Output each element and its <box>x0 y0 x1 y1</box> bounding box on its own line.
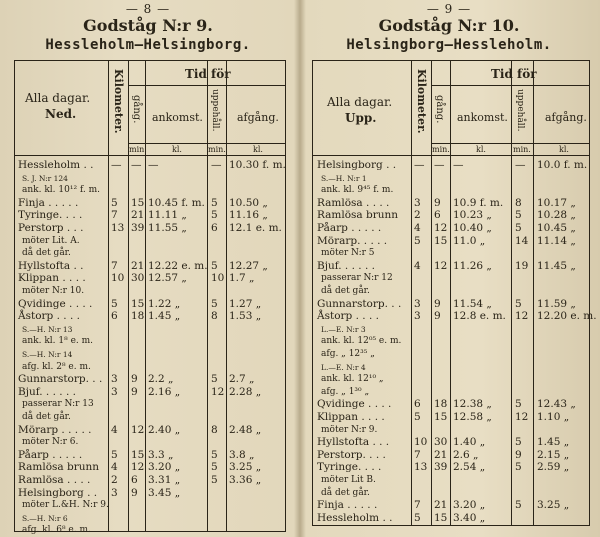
afgang-cell: 11.59 „ <box>537 297 576 310</box>
ankomst-cell: 2.6 „ <box>453 448 479 461</box>
gang-cell: 15 <box>434 411 448 423</box>
uppehall-cell: 12 <box>211 385 225 398</box>
afgang-cell: 1.53 „ <box>229 310 262 323</box>
page-number: — 8 — <box>125 2 171 16</box>
station-cell: möter Lit. A. <box>22 235 80 246</box>
afgang-cell: 3.8 „ <box>229 448 255 461</box>
table-row <box>313 335 589 348</box>
table-row <box>15 449 285 462</box>
ankomst-cell: 12.38 „ <box>453 398 492 411</box>
table-row <box>15 487 285 500</box>
afgang-cell: 10.17 „ <box>537 196 576 209</box>
km-cell: 13 <box>414 461 428 474</box>
ankomst-cell: 3.45 „ <box>148 486 181 499</box>
table-row <box>313 159 589 172</box>
station-cell: passerar N:r 13 <box>22 399 94 410</box>
km-cell: 13 <box>111 222 125 234</box>
afgang-cell: 2.15 „ <box>537 448 570 461</box>
table-row <box>15 260 285 273</box>
header-kl1: kl. <box>172 145 182 154</box>
header-km: Kilometer. <box>415 69 428 134</box>
ankomst-cell: 12.8 e. m. <box>453 310 506 323</box>
gang-cell: 15 <box>131 297 145 310</box>
uppehall-cell: 5 <box>211 461 218 474</box>
gang-cell: 18 <box>131 310 145 323</box>
ankomst-cell: 12.22 e. m. <box>148 259 208 272</box>
ankomst-cell: 2.2 „ <box>148 373 174 386</box>
km-cell: 4 <box>414 222 421 234</box>
gang-cell: 21 <box>131 259 145 272</box>
gang-cell: 21 <box>131 209 145 222</box>
table-row <box>15 411 285 424</box>
gang-cell: 9 <box>131 373 138 386</box>
table-row <box>313 348 589 361</box>
station-cell: Åstorp . . . . <box>18 310 80 323</box>
afgang-cell: 1.7 „ <box>229 272 255 285</box>
station-cell: möter N:r 6. <box>22 437 79 448</box>
ankomst-cell: 11.55 „ <box>148 222 187 234</box>
gang-cell: 21 <box>434 499 448 512</box>
station-cell: S.—H. N:r 14 <box>22 350 73 359</box>
gang-cell: 12 <box>434 259 448 272</box>
afgang-cell: 2.28 „ <box>229 385 262 398</box>
table-row <box>15 298 285 311</box>
station-cell: Qvidinge . . . . <box>18 297 93 310</box>
table-row <box>313 487 589 500</box>
km-cell: — <box>111 159 122 171</box>
uppehall-cell: 12 <box>515 411 529 423</box>
header-min2: min. <box>208 145 226 154</box>
afgang-cell: 2.48 „ <box>229 423 262 436</box>
station-cell: Bjuf. . . . . . <box>317 259 375 272</box>
train-title: Godståg N:r 10. <box>378 16 520 35</box>
km-cell: 5 <box>111 448 118 461</box>
ankomst-cell: 12.58 „ <box>453 411 492 423</box>
ankomst-cell: 10.23 „ <box>453 209 492 222</box>
gang-cell: 15 <box>434 234 448 247</box>
table-row <box>313 373 589 386</box>
uppehall-cell: 8 <box>515 196 522 209</box>
table-row <box>15 247 285 260</box>
uppehall-cell: 5 <box>211 373 218 386</box>
table-row <box>15 386 285 399</box>
header-gang: gång. <box>434 95 445 124</box>
uppehall-cell: 10 <box>211 272 225 285</box>
header-direction: Upp. <box>345 111 377 125</box>
km-cell: 4 <box>414 259 421 272</box>
table-row <box>15 524 285 537</box>
gang-cell: 6 <box>434 209 441 222</box>
uppehall-cell: 12 <box>515 310 529 323</box>
header-gang: gång. <box>131 95 142 124</box>
table-row <box>313 449 589 462</box>
station-cell: S. J. N:r 124 <box>22 173 68 183</box>
gang-cell: 12 <box>131 461 145 474</box>
afgang-cell: 1.10 „ <box>537 411 570 423</box>
ankomst-cell: 2.40 „ <box>148 423 181 436</box>
gang-cell: 15 <box>434 511 448 524</box>
station-cell: då det går. <box>321 286 370 296</box>
station-cell: då det går. <box>22 412 71 422</box>
uppehall-cell: 9 <box>515 448 522 461</box>
table-row <box>15 285 285 298</box>
afgang-cell: 10.45 „ <box>537 222 576 234</box>
afgang-cell: 12.43 „ <box>537 398 576 411</box>
km-cell: 7 <box>414 448 421 461</box>
afgang-cell: 12.1 e. m. <box>229 222 282 234</box>
table-row <box>313 235 589 248</box>
station-cell: S.—H. N:r 1 <box>321 173 367 183</box>
uppehall-cell: 19 <box>515 259 529 272</box>
ankomst-cell: 2.54 „ <box>453 461 486 474</box>
km-cell: 3 <box>111 385 118 398</box>
station-cell: Klippan . . . . <box>18 272 86 285</box>
station-cell: Gunnarstorp. . . <box>18 373 103 386</box>
table-row <box>15 209 285 222</box>
table-row <box>313 398 589 411</box>
station-cell: afg. kl. 6⁸ e. m. <box>22 525 91 536</box>
uppehall-cell: 5 <box>211 209 218 222</box>
gang-cell: 6 <box>131 474 138 486</box>
station-cell: Perstorp. . . . <box>317 448 386 461</box>
uppehall-cell: 8 <box>211 423 218 436</box>
ankomst-cell: 3.20 „ <box>453 499 486 512</box>
ankomst-cell: 3.40 „ <box>453 511 486 524</box>
table-row <box>15 197 285 210</box>
km-cell: 10 <box>111 272 125 285</box>
table-row <box>313 386 589 399</box>
ankomst-cell: 11.0 „ <box>453 234 486 247</box>
station-cell: Qvidinge . . . . <box>317 398 392 411</box>
uppehall-cell: 14 <box>515 234 529 247</box>
station-cell: L.—E. N:r 3 <box>321 324 366 334</box>
station-cell: Finja . . . . . <box>317 499 378 512</box>
table-row <box>313 323 589 336</box>
gang-cell: 39 <box>434 461 448 474</box>
ankomst-cell: 12.57 „ <box>148 272 187 285</box>
uppehall-cell: 5 <box>211 196 218 209</box>
table-row <box>313 461 589 474</box>
ankomst-cell: 3.31 „ <box>148 474 181 486</box>
route-title: Hessleholm—Helsingborg. <box>45 37 251 53</box>
header-min1: min. <box>129 145 147 154</box>
station-cell: afg. „ 12³⁵ „ <box>321 349 375 359</box>
table-row <box>15 184 285 197</box>
header-direction: Ned. <box>45 107 77 121</box>
header-kl1: kl. <box>476 145 486 154</box>
km-cell: 3 <box>414 297 421 310</box>
gang-cell: 30 <box>434 436 448 449</box>
header-kl2: kl. <box>559 145 569 154</box>
gang-cell: 9 <box>131 385 138 398</box>
timetable <box>14 60 286 536</box>
afgang-cell: 1.27 „ <box>229 297 262 310</box>
uppehall-cell: 5 <box>515 297 522 310</box>
afgang-cell: 2.59 „ <box>537 461 570 474</box>
station-cell: Helsingborg . . <box>18 486 98 499</box>
gang-cell: 12 <box>434 222 448 234</box>
station-cell: ank. kl. 1⁸ e. m. <box>22 336 94 347</box>
left-page <box>6 0 290 537</box>
header-uppehall: uppehåll. <box>515 89 525 132</box>
table-row <box>313 474 589 487</box>
station-cell: Hessleholm . . <box>18 159 94 171</box>
km-cell: 5 <box>111 297 118 310</box>
gang-cell: 30 <box>131 272 145 285</box>
station-cell: Åstorp . . . . <box>317 310 379 323</box>
km-cell: 5 <box>414 411 421 423</box>
table-row <box>313 436 589 449</box>
km-cell: 7 <box>111 259 118 272</box>
station-cell: S.—H. N:r 6 <box>22 513 68 523</box>
gang-cell: 21 <box>434 448 448 461</box>
ankomst-cell: 1.40 „ <box>453 436 486 449</box>
station-cell: Hyllstofta . . <box>18 259 84 272</box>
uppehall-cell: — <box>515 159 526 171</box>
km-cell: 5 <box>111 196 118 209</box>
km-cell: 2 <box>414 209 421 222</box>
station-cell: Perstorp . . . <box>18 222 84 234</box>
station-cell: afg. kl. 2⁸ e. m. <box>22 361 91 372</box>
afgang-cell: 1.45 „ <box>537 436 570 449</box>
km-cell: 3 <box>414 310 421 323</box>
afgang-cell: 3.36 „ <box>229 474 262 486</box>
km-cell: 7 <box>414 499 421 512</box>
table-row <box>15 436 285 449</box>
afgang-cell: 10.0 f. m. <box>537 159 588 171</box>
station-cell: Tyringe. . . . <box>18 209 83 222</box>
table-row <box>313 499 589 512</box>
ankomst-cell: 10.9 f. m. <box>453 196 504 209</box>
table-row <box>313 285 589 298</box>
station-cell: ank. kl. 12¹⁰ „ <box>321 374 384 385</box>
header-min1: min. <box>432 145 450 154</box>
table-row <box>313 310 597 323</box>
afgang-cell: 11.16 „ <box>229 209 268 222</box>
table-row <box>15 222 285 235</box>
uppehall-cell: 5 <box>515 398 522 411</box>
gang-cell: 18 <box>434 398 448 411</box>
table-row <box>15 159 285 172</box>
page-number: — 9 — <box>426 2 472 16</box>
km-cell: 3 <box>111 486 118 499</box>
ankomst-cell: 11.26 „ <box>453 259 492 272</box>
uppehall-cell: 5 <box>211 474 218 486</box>
station-cell: Finja . . . . . <box>18 196 79 209</box>
gang-cell: — <box>434 159 445 171</box>
station-cell: Klippan . . . . <box>317 411 385 423</box>
header-km: Kilometer. <box>112 69 125 134</box>
station-cell: S.—H. N:r 13 <box>22 324 73 334</box>
uppehall-cell: 8 <box>211 310 218 323</box>
table-row <box>15 235 285 248</box>
uppehall-cell: 5 <box>515 499 522 512</box>
station-cell: L.—E. N:r 4 <box>321 362 366 372</box>
table-row <box>15 373 285 386</box>
table-row <box>313 209 589 222</box>
station-cell: Ramlösa . . . . <box>18 474 91 486</box>
station-cell: då det går. <box>321 487 370 498</box>
station-cell: Mörarp . . . . . <box>18 423 92 436</box>
header-afgang: afgång. <box>545 111 587 124</box>
table-row <box>313 184 589 197</box>
table-row <box>313 411 589 424</box>
ankomst-cell: 10.45 f. m. <box>148 196 205 209</box>
station-cell: Bjuf. . . . . . <box>18 385 76 398</box>
afgang-cell: 12.27 „ <box>229 259 268 272</box>
header-ankomst: ankomst. <box>457 111 508 124</box>
header-time: Tid för <box>491 67 537 81</box>
km-cell: 4 <box>111 423 118 436</box>
ankomst-cell: 10.40 „ <box>453 222 492 234</box>
station-cell: Mörarp. . . . . <box>317 234 388 247</box>
gang-cell: 12 <box>131 423 145 436</box>
table-row <box>15 424 285 437</box>
table-row <box>313 197 589 210</box>
table-row <box>15 474 285 487</box>
station-cell: Ramlösa brunn <box>18 461 100 474</box>
header-days: Alla dagar. <box>25 91 91 105</box>
header-days: Alla dagar. <box>327 95 393 109</box>
afgang-cell: 10.30 f. m. <box>229 159 286 171</box>
uppehall-cell: 5 <box>515 222 522 234</box>
header-afgang: afgång. <box>237 111 279 124</box>
table-row <box>15 461 285 474</box>
station-cell: Ramlösa brunn <box>317 209 399 222</box>
km-cell: 6 <box>111 310 118 323</box>
station-cell: Ramlösa . . . . <box>317 196 390 209</box>
table-row <box>15 335 285 348</box>
ankomst-cell: 3.3 „ <box>148 448 174 461</box>
km-cell: 6 <box>414 398 421 411</box>
km-cell: 4 <box>111 461 118 474</box>
gang-cell: — <box>131 159 142 171</box>
km-cell: 5 <box>414 511 421 524</box>
uppehall-cell: 5 <box>515 209 522 222</box>
afgang-cell: 10.50 „ <box>229 196 268 209</box>
header-min2: min. <box>513 145 531 154</box>
table-row <box>15 499 285 512</box>
station-cell: Tyringe. . . . <box>317 461 382 474</box>
timetable <box>312 60 597 526</box>
header-ankomst: ankomst. <box>152 111 203 124</box>
gang-cell: 9 <box>434 196 441 209</box>
table-row <box>313 247 589 260</box>
ankomst-cell: 11.54 „ <box>453 297 492 310</box>
header-kl2: kl. <box>253 145 263 154</box>
ankomst-cell: — <box>453 159 464 171</box>
ankomst-cell: — <box>148 159 159 171</box>
station-cell: möter N:r 10. <box>22 286 85 296</box>
station-cell: Hyllstofta . . . <box>317 436 390 449</box>
afgang-cell: 3.25 „ <box>537 499 570 512</box>
uppehall-cell: — <box>211 159 222 171</box>
ankomst-cell: 11.11 „ <box>148 209 187 222</box>
km-cell: — <box>414 159 425 171</box>
right-page <box>304 0 597 537</box>
station-cell: Påarp . . . . . <box>317 222 382 234</box>
gang-cell: 15 <box>131 448 145 461</box>
station-cell: ank. kl. 10¹² f. m. <box>22 185 101 196</box>
table-row <box>313 172 589 185</box>
afgang-cell: 3.25 „ <box>229 461 262 474</box>
km-cell: 3 <box>111 373 118 386</box>
station-cell: då det går. <box>22 248 71 259</box>
gang-cell: 15 <box>131 196 145 209</box>
table-row <box>15 172 285 185</box>
uppehall-cell: 5 <box>515 436 522 449</box>
gang-cell: 39 <box>131 222 145 234</box>
table-row <box>313 361 589 374</box>
table-row <box>313 222 589 235</box>
station-cell: ank. kl. 12⁰⁵ e. m. <box>321 336 402 347</box>
table-row <box>313 424 589 437</box>
gang-cell: 9 <box>131 486 138 499</box>
km-cell: 3 <box>414 196 421 209</box>
uppehall-cell: 6 <box>211 222 218 234</box>
km-cell: 10 <box>414 436 428 449</box>
ankomst-cell: 1.45 „ <box>148 310 181 323</box>
station-cell: Påarp . . . . . <box>18 448 83 461</box>
table-row <box>15 323 285 336</box>
uppehall-cell: 5 <box>211 259 218 272</box>
ankomst-cell: 1.22 „ <box>148 297 181 310</box>
table-row <box>313 298 589 311</box>
uppehall-cell: 5 <box>515 461 522 474</box>
uppehall-cell: 5 <box>211 448 218 461</box>
header-time: Tid för <box>185 67 231 81</box>
gang-cell: 9 <box>434 310 441 323</box>
table-row <box>313 260 589 273</box>
station-cell: möter Lit B. <box>321 475 376 485</box>
table-row <box>15 348 285 361</box>
km-cell: 5 <box>414 234 421 247</box>
afgang-cell: 10.28 „ <box>537 209 576 222</box>
station-cell: passerar N:r 12 <box>321 273 393 284</box>
station-cell: ank. kl. 9⁴⁵ f. m. <box>321 185 394 196</box>
station-cell: möter L.&H. N:r 9. <box>22 500 109 511</box>
header-uppehall: uppehåll. <box>210 89 220 132</box>
km-cell: 7 <box>111 209 118 222</box>
km-cell: 2 <box>111 474 118 486</box>
afgang-cell: 2.7 „ <box>229 373 255 386</box>
table-row <box>15 398 285 411</box>
gang-cell: 9 <box>434 297 441 310</box>
afgang-cell: 12.20 e. m. <box>537 310 597 323</box>
station-cell: möter N:r 9. <box>321 424 378 435</box>
station-cell: afg. „ 1³⁰ „ <box>321 386 370 397</box>
station-cell: Helsingborg . . <box>317 159 397 171</box>
table-row <box>15 361 285 374</box>
table-row <box>313 272 589 285</box>
station-cell: Gunnarstorp. . . <box>317 297 402 310</box>
station-cell: Hessleholm . . <box>317 511 393 524</box>
table-row <box>15 272 285 285</box>
ankomst-cell: 3.20 „ <box>148 461 181 474</box>
uppehall-cell: 5 <box>211 297 218 310</box>
station-cell: möter N:r 5 <box>321 248 375 259</box>
afgang-cell: 11.14 „ <box>537 234 576 247</box>
train-title: Godståg N:r 9. <box>83 16 213 35</box>
table-row <box>15 512 285 525</box>
afgang-cell: 11.45 „ <box>537 259 576 272</box>
route-title: Helsingborg—Hessleholm. <box>346 37 552 53</box>
table-row <box>313 512 589 525</box>
ankomst-cell: 2.16 „ <box>148 385 181 398</box>
table-row <box>15 310 285 323</box>
